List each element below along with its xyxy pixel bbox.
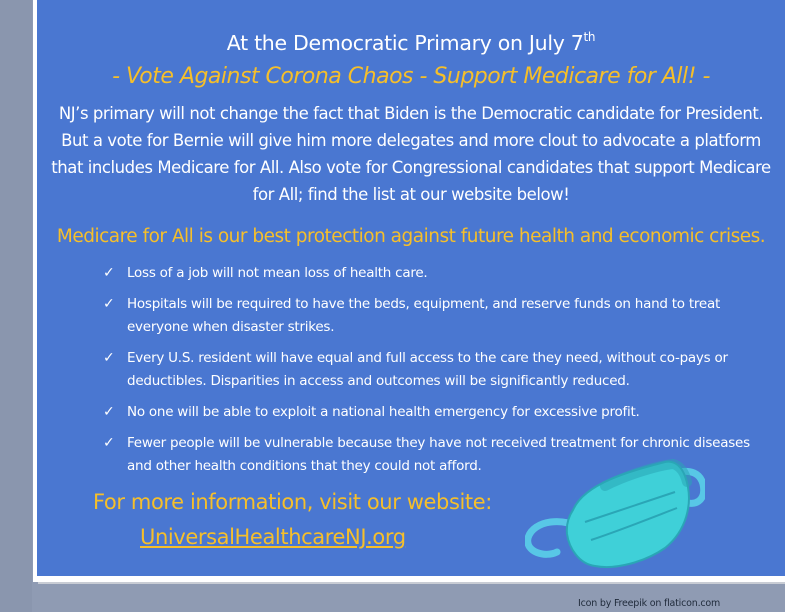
intro-paragraph: NJ’s primary will not change the fact that Biden is the Democratic candidate for President. But a vote for Bernie will give him more delegates and more clout to advocate a platform that includes Medicare for All. Also vote for Congressional candidates that support Medicare for All; find the list at our website below! — [51, 104, 771, 204]
page-margin — [0, 0, 32, 612]
icon-credit: Icon by Freepik on flaticon.com — [578, 598, 721, 609]
more-info-text: For more information, visit our website: — [93, 490, 492, 514]
list-item — [97, 262, 773, 285]
check-icon: ✓ — [103, 350, 115, 366]
list-item-text: No one will be able to exploit a national health emergency for excessive profit. — [127, 404, 640, 420]
list-item-text: Hospitals will be required to have the beds, equipment, and reserve funds on hand to treat everyone when disaster strikes. — [127, 296, 721, 335]
slogan: - Vote Against Corona Chaos - Support Medicare for All! - — [112, 64, 710, 89]
list-item — [97, 401, 773, 424]
list-item-text: Fewer people will be vulnerable because they have not received treatment for chronic diseases and other health conditions that they could not afford. — [127, 435, 750, 474]
check-icon: ✓ — [103, 404, 115, 420]
website-link[interactable]: UniversalHealthcareNJ.org — [140, 525, 406, 549]
list-item — [97, 293, 773, 339]
flyer-card — [37, 0, 785, 576]
check-icon: ✓ — [103, 435, 115, 451]
page-title — [37, 30, 785, 55]
check-icon: ✓ — [103, 265, 115, 281]
benefits-headline: Medicare for All is our best protection against future health and economic crises. — [56, 226, 766, 247]
title-text: At the Democratic Primary on July 7 — [226, 31, 584, 55]
list-item — [97, 347, 773, 393]
list-item-text: Every U.S. resident will have equal and full access to the care they need, without co-pays or deductibles. Disparities in access and outcomes will be significantly reduced. — [127, 350, 728, 389]
title-ordinal: th — [583, 30, 596, 44]
face-mask-icon — [525, 452, 705, 572]
check-icon: ✓ — [103, 296, 115, 312]
list-item-text: Loss of a job will not mean loss of health care. — [127, 265, 428, 281]
